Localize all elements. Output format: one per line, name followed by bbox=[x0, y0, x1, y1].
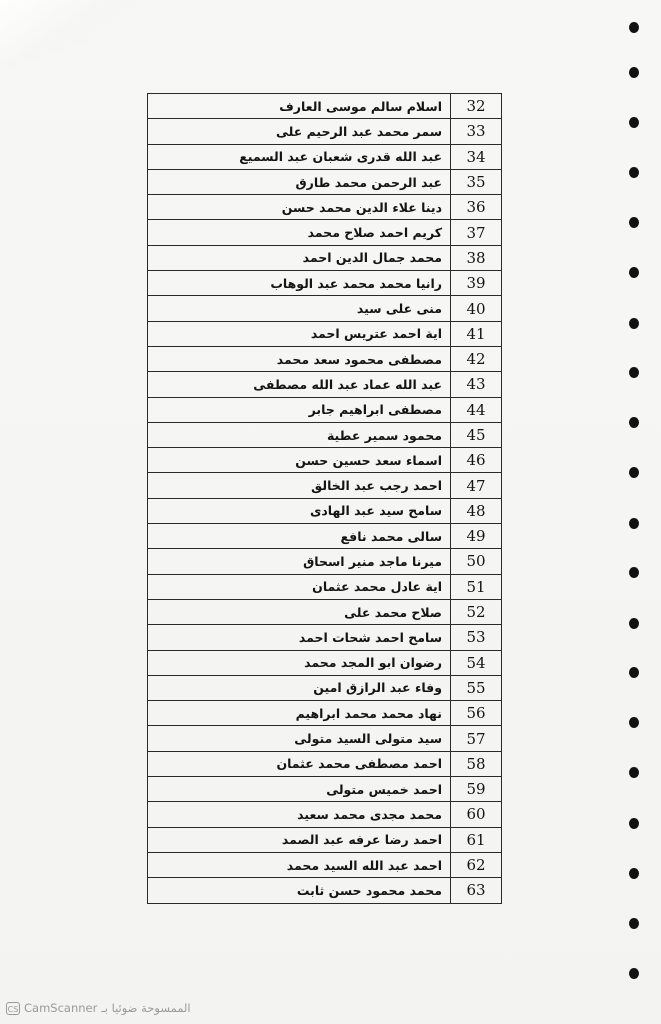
student-name: سامح سيد عبد الهادى bbox=[148, 498, 451, 523]
student-name: ميرنا ماجد منير اسحاق bbox=[148, 549, 451, 574]
table-row bbox=[148, 372, 502, 397]
student-name: اية احمد عتريس احمد bbox=[148, 321, 451, 346]
student-name: صلاح محمد على bbox=[148, 599, 451, 624]
table-row bbox=[148, 852, 502, 877]
student-name: احمد عبد الله السيد محمد bbox=[148, 852, 451, 877]
binder-hole bbox=[629, 467, 639, 478]
table-row bbox=[148, 726, 502, 751]
row-number: 36 bbox=[451, 195, 502, 220]
binder-hole bbox=[629, 618, 639, 629]
binder-hole bbox=[629, 518, 639, 529]
binder-hole bbox=[629, 217, 639, 228]
row-number: 59 bbox=[451, 777, 502, 802]
student-name: مصطفى ابراهيم جابر bbox=[148, 397, 451, 422]
binder-hole bbox=[629, 767, 639, 778]
binder-hole bbox=[629, 667, 639, 678]
binder-hole bbox=[629, 567, 639, 578]
row-number: 48 bbox=[451, 498, 502, 523]
student-name: سالى محمد نافع bbox=[148, 524, 451, 549]
row-number: 57 bbox=[451, 726, 502, 751]
binder-holes bbox=[629, 0, 649, 1024]
table-row bbox=[148, 296, 502, 321]
row-number: 50 bbox=[451, 549, 502, 574]
row-number: 51 bbox=[451, 574, 502, 599]
table-row bbox=[148, 144, 502, 169]
table-row bbox=[148, 574, 502, 599]
table-row bbox=[148, 751, 502, 776]
row-number: 47 bbox=[451, 473, 502, 498]
student-name: محمد جمال الدين احمد bbox=[148, 245, 451, 270]
paper-fold-corner bbox=[0, 0, 150, 70]
student-name: عبد الرحمن محمد طارق bbox=[148, 169, 451, 194]
table-row bbox=[148, 346, 502, 371]
table-row bbox=[148, 524, 502, 549]
student-name: سمر محمد عبد الرحيم على bbox=[148, 119, 451, 144]
table-row bbox=[148, 271, 502, 296]
binder-hole bbox=[629, 968, 639, 979]
student-name: كريم احمد صلاح محمد bbox=[148, 220, 451, 245]
row-number: 56 bbox=[451, 701, 502, 726]
student-name: محمد مجدى محمد سعيد bbox=[148, 802, 451, 827]
row-number: 49 bbox=[451, 524, 502, 549]
row-number: 38 bbox=[451, 245, 502, 270]
names-table bbox=[147, 93, 502, 904]
student-name: محمد محمود حسن ثابت bbox=[148, 878, 451, 903]
table-row bbox=[148, 827, 502, 852]
table-row bbox=[148, 802, 502, 827]
table-row bbox=[148, 245, 502, 270]
student-name: دينا علاء الدين محمد حسن bbox=[148, 195, 451, 220]
binder-hole bbox=[629, 918, 639, 929]
table-row bbox=[148, 169, 502, 194]
row-number: 53 bbox=[451, 625, 502, 650]
table-row bbox=[148, 448, 502, 473]
row-number: 61 bbox=[451, 827, 502, 852]
student-name: احمد رضا عرفه عبد الصمد bbox=[148, 827, 451, 852]
table-row bbox=[148, 498, 502, 523]
names-table-body bbox=[148, 94, 502, 904]
row-number: 58 bbox=[451, 751, 502, 776]
row-number: 63 bbox=[451, 878, 502, 903]
row-number: 34 bbox=[451, 144, 502, 169]
student-name: عبد الله قدرى شعبان عبد السميع bbox=[148, 144, 451, 169]
table-row bbox=[148, 777, 502, 802]
binder-hole bbox=[629, 117, 639, 128]
table-row bbox=[148, 701, 502, 726]
binder-hole bbox=[629, 717, 639, 728]
row-number: 46 bbox=[451, 448, 502, 473]
student-name: سامح احمد شحات احمد bbox=[148, 625, 451, 650]
table-row bbox=[148, 220, 502, 245]
table-row bbox=[148, 473, 502, 498]
row-number: 44 bbox=[451, 397, 502, 422]
table-row bbox=[148, 422, 502, 447]
table-row bbox=[148, 675, 502, 700]
student-name: احمد مصطفى محمد عثمان bbox=[148, 751, 451, 776]
student-name: سيد متولى السيد متولى bbox=[148, 726, 451, 751]
student-name: رانيا محمد محمد عبد الوهاب bbox=[148, 271, 451, 296]
row-number: 43 bbox=[451, 372, 502, 397]
binder-hole bbox=[629, 868, 639, 879]
row-number: 42 bbox=[451, 346, 502, 371]
row-number: 54 bbox=[451, 650, 502, 675]
table-row bbox=[148, 94, 502, 119]
row-number: 40 bbox=[451, 296, 502, 321]
student-name: منى على سيد bbox=[148, 296, 451, 321]
student-name: عبد الله عماد عبد الله مصطفى bbox=[148, 372, 451, 397]
row-number: 39 bbox=[451, 271, 502, 296]
binder-hole bbox=[629, 267, 639, 278]
binder-hole bbox=[629, 417, 639, 428]
row-number: 32 bbox=[451, 94, 502, 119]
binder-hole bbox=[629, 318, 639, 329]
student-name: رضوان ابو المجد محمد bbox=[148, 650, 451, 675]
table-row bbox=[148, 195, 502, 220]
row-number: 60 bbox=[451, 802, 502, 827]
table-row bbox=[148, 650, 502, 675]
student-name: محمود سمير عطية bbox=[148, 422, 451, 447]
table-row bbox=[148, 119, 502, 144]
student-name: احمد خميس متولى bbox=[148, 777, 451, 802]
table-row bbox=[148, 878, 502, 903]
table-row bbox=[148, 321, 502, 346]
row-number: 35 bbox=[451, 169, 502, 194]
camscanner-watermark bbox=[6, 999, 191, 1017]
row-number: 37 bbox=[451, 220, 502, 245]
binder-hole bbox=[629, 818, 639, 829]
row-number: 52 bbox=[451, 599, 502, 624]
binder-hole bbox=[629, 67, 639, 78]
student-name: اسلام سالم موسى العارف bbox=[148, 94, 451, 119]
table-row bbox=[148, 397, 502, 422]
student-name: اية عادل محمد عثمان bbox=[148, 574, 451, 599]
row-number: 45 bbox=[451, 422, 502, 447]
camscanner-logo-icon: CS bbox=[6, 1002, 20, 1015]
watermark-arabic-text: الممسوحة ضوئيا بـ bbox=[101, 1001, 191, 1015]
table-row bbox=[148, 599, 502, 624]
table-row bbox=[148, 549, 502, 574]
student-name: اسماء سعد حسين حسن bbox=[148, 448, 451, 473]
student-name: نهاد محمد محمد ابراهيم bbox=[148, 701, 451, 726]
row-number: 33 bbox=[451, 119, 502, 144]
row-number: 62 bbox=[451, 852, 502, 877]
binder-hole bbox=[629, 167, 639, 178]
student-name: مصطفى محمود سعد محمد bbox=[148, 346, 451, 371]
binder-hole bbox=[629, 367, 639, 378]
student-name: احمد رجب عبد الخالق bbox=[148, 473, 451, 498]
row-number: 41 bbox=[451, 321, 502, 346]
watermark-app-name: CamScanner bbox=[24, 1001, 98, 1015]
student-name: وفاء عبد الرازق امين bbox=[148, 675, 451, 700]
row-number: 55 bbox=[451, 675, 502, 700]
binder-hole bbox=[629, 22, 639, 33]
table-row bbox=[148, 625, 502, 650]
